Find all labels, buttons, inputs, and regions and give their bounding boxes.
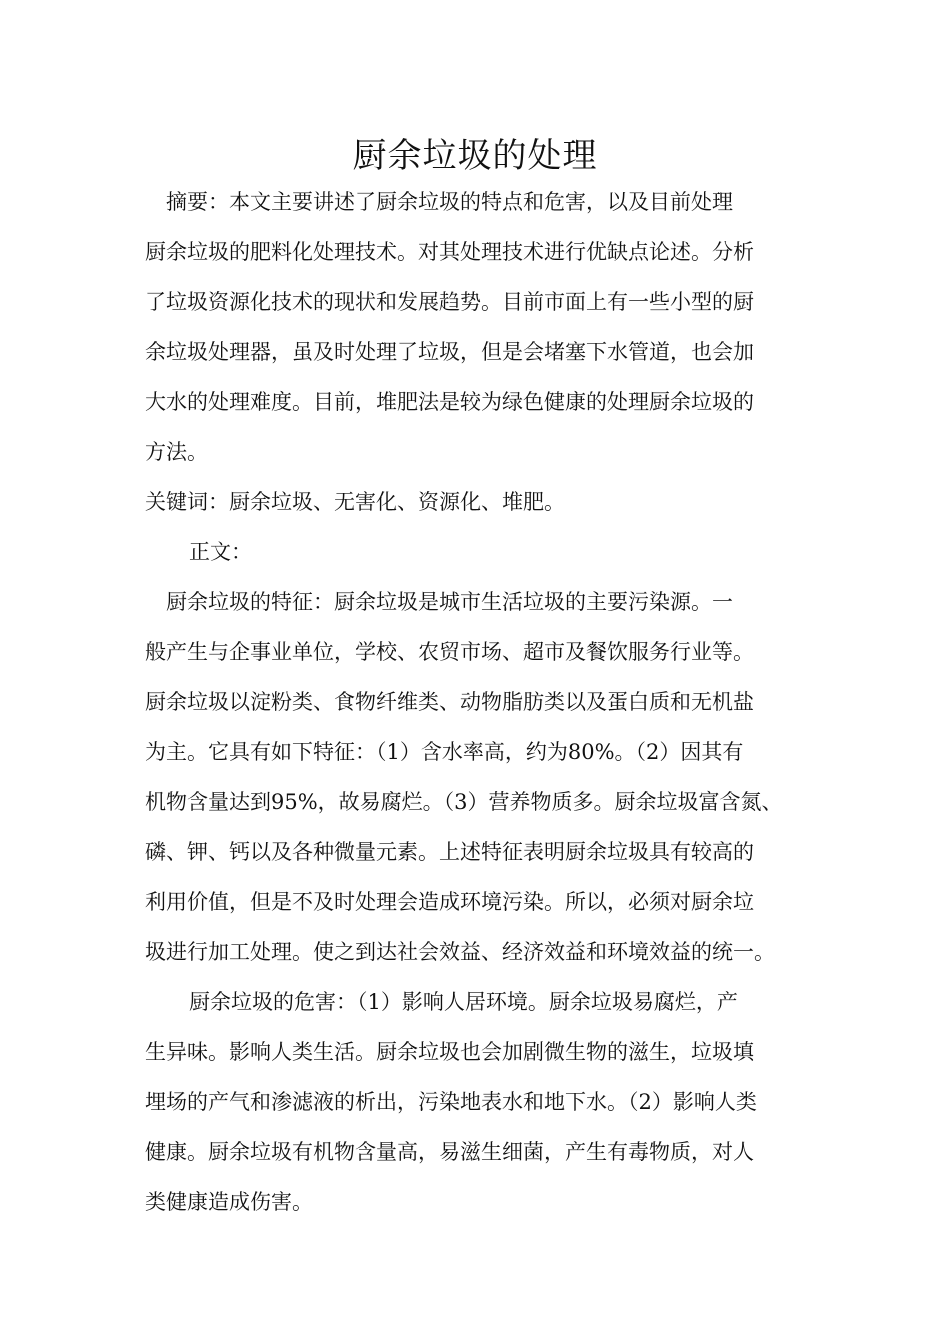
features-line: 厨余垃圾以淀粉类、食物纤维类、动物脂肪类以及蛋白质和无机盐: [145, 690, 754, 714]
document-title: 厨余垃圾的处理: [352, 136, 598, 176]
features-line: 磷、钾、钙以及各种微量元素。上述特征表明厨余垃圾具有较高的: [145, 840, 754, 864]
hazards-line: 类健康造成伤害。: [145, 1190, 313, 1214]
abstract-line: 大水的处理难度。目前，堆肥法是较为绿色健康的处理厨余垃圾的: [145, 390, 754, 414]
features-line: 机物含量达到95%，故易腐烂。（3）营养物质多。厨余垃圾富含氮、: [145, 790, 783, 814]
body-heading: 正文：: [168, 540, 252, 564]
features-line: 般产生与企事业单位，学校、农贸市场、超市及餐饮服务行业等。: [145, 640, 754, 664]
keywords-line: 关键词：厨余垃圾、无害化、资源化、堆肥。: [145, 490, 565, 514]
hazards-line: 埋场的产气和渗滤液的析出，污染地表水和地下水。（2）影响人类: [145, 1090, 757, 1114]
features-line: 利用价值，但是不及时处理会造成环境污染。所以，必须对厨余垃: [145, 890, 754, 914]
features-line: 圾进行加工处理。使之到达社会效益、经济效益和环境效益的统一。: [145, 940, 775, 964]
abstract-line: 方法。: [145, 440, 208, 464]
abstract-line: 摘要：本文主要讲述了厨余垃圾的特点和危害，以及目前处理: [145, 190, 733, 214]
abstract-line: 余垃圾处理器，虽及时处理了垃圾，但是会堵塞下水管道，也会加: [145, 340, 754, 364]
hazards-line: 厨余垃圾的危害：（1）影响人居环境。厨余垃圾易腐烂，产: [168, 990, 738, 1014]
hazards-line: 健康。厨余垃圾有机物含量高，易滋生细菌，产生有毒物质，对人: [145, 1140, 754, 1164]
abstract-line: 了垃圾资源化技术的现状和发展趋势。目前市面上有一些小型的厨: [145, 290, 754, 314]
abstract-line: 厨余垃圾的肥料化处理技术。对其处理技术进行优缺点论述。分析: [145, 240, 754, 264]
hazards-line: 生异味。影响人类生活。厨余垃圾也会加剧微生物的滋生，垃圾填: [145, 1040, 754, 1064]
features-line: 厨余垃圾的特征：厨余垃圾是城市生活垃圾的主要污染源。一: [145, 590, 733, 614]
features-line: 为主。它具有如下特征：（1）含水率高，约为80%。（2）因其有: [145, 740, 744, 764]
